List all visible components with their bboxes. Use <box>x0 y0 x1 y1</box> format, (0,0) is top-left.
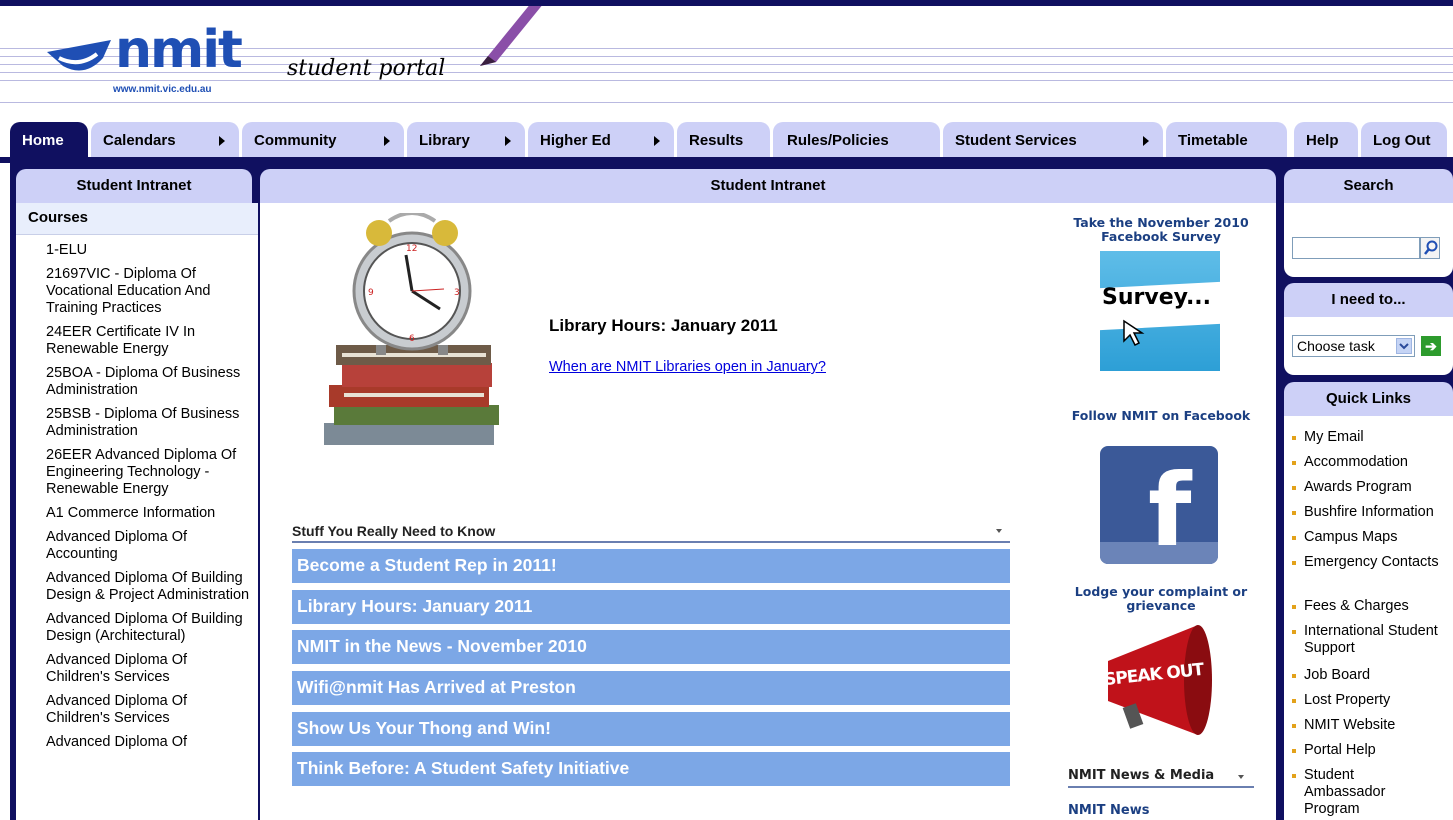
tab-log-out[interactable]: Log Out <box>1361 122 1447 157</box>
task-select[interactable]: Choose task <box>1292 335 1415 357</box>
facebook-icon: f <box>1148 452 1192 569</box>
chevron-right-icon <box>219 136 225 146</box>
svg-text:6: 6 <box>409 334 415 344</box>
news-item[interactable]: Show Us Your Thong and Win! <box>292 712 1010 746</box>
main-nav <box>0 118 1453 163</box>
tab-community[interactable]: Community <box>242 122 404 157</box>
course-link[interactable]: 21697VIC - Diploma Of Vocational Education And Training Practices <box>46 266 211 316</box>
survey-image-text: Survey... <box>1102 285 1212 310</box>
survey-ad-title[interactable]: Take the November 2010 Facebook Survey <box>1073 215 1249 244</box>
ineed-panel-title: I need to... <box>1284 283 1453 317</box>
course-link[interactable]: 25BOA - Diploma Of Business Administration <box>46 365 241 398</box>
feature-title: Library Hours: January 2011 <box>549 316 778 335</box>
tab-calendars[interactable]: Calendars <box>91 122 239 157</box>
logo-url: www.nmit.vic.edu.au <box>113 84 212 95</box>
course-link[interactable]: Advanced Diploma Of Children's Services <box>46 693 188 726</box>
chevron-down-icon <box>1396 338 1412 354</box>
search-panel-title: Search <box>1284 169 1453 203</box>
course-link[interactable]: 25BSB - Diploma Of Business Administration <box>46 406 240 439</box>
left-panel-title: Student Intranet <box>16 169 252 203</box>
quicklink[interactable]: Portal Help <box>1292 742 1376 759</box>
facebook-ad-title[interactable]: Follow NMIT on Facebook <box>1071 408 1251 423</box>
dropdown-arrow-icon[interactable] <box>996 529 1002 533</box>
svg-text:9: 9 <box>368 288 374 298</box>
feature-link[interactable]: When are NMIT Libraries open in January? <box>549 359 826 375</box>
chevron-right-icon <box>505 136 511 146</box>
center-panel-title: Student Intranet <box>260 169 1276 203</box>
nmit-news-link[interactable]: NMIT News <box>1068 803 1150 818</box>
quicklink[interactable]: Campus Maps <box>1292 529 1397 546</box>
news-item[interactable]: Library Hours: January 2011 <box>292 590 1010 624</box>
quicklink[interactable]: Student Ambassador Program <box>1292 767 1402 818</box>
logo-swoosh-icon <box>45 38 115 82</box>
news-item[interactable]: NMIT in the News - November 2010 <box>292 630 1010 664</box>
quicklink[interactable]: Emergency Contacts <box>1292 554 1442 571</box>
course-link[interactable]: 24EER Certificate IV In Renewable Energy <box>46 324 196 357</box>
right-column <box>1280 163 1453 820</box>
course-link[interactable]: Advanced Diploma Of Accounting <box>46 529 188 562</box>
tab-timetable[interactable]: Timetable <box>1166 122 1287 157</box>
header-rule <box>0 102 1453 103</box>
tab-student-services[interactable]: Student Services <box>943 122 1163 157</box>
search-button[interactable] <box>1420 237 1440 259</box>
course-link[interactable]: Advanced Diploma Of Building Design & Project Administration <box>46 570 250 603</box>
dropdown-arrow-icon[interactable] <box>1238 775 1244 779</box>
quicklink[interactable]: Awards Program <box>1292 479 1412 496</box>
nmit-logo[interactable] <box>45 16 260 96</box>
tab-help[interactable]: Help <box>1294 122 1358 157</box>
svg-text:12: 12 <box>406 244 418 254</box>
quicklink[interactable]: NMIT Website <box>1292 717 1395 734</box>
course-link[interactable]: Advanced Diploma Of <box>46 734 188 750</box>
tab-higher-ed[interactable]: Higher Ed <box>528 122 674 157</box>
complaint-ad-title[interactable]: Lodge your complaint or grievance <box>1074 584 1248 613</box>
quicklinks-panel <box>1284 416 1453 820</box>
quicklinks-panel-title: Quick Links <box>1284 382 1453 416</box>
quicklink[interactable]: Bushfire Information <box>1292 504 1434 521</box>
quicklink[interactable]: Job Board <box>1292 667 1370 684</box>
quicklink[interactable]: My Email <box>1292 429 1364 446</box>
courses-heading: Courses <box>16 203 258 235</box>
quicklink[interactable]: Fees & Charges <box>1292 598 1409 615</box>
quicklink[interactable]: Lost Property <box>1292 692 1390 709</box>
site-header <box>0 6 1453 118</box>
course-link[interactable]: Advanced Diploma Of Children's Services <box>46 652 188 685</box>
pencil-icon <box>470 6 550 76</box>
portal-title: student portal <box>287 56 446 81</box>
logo-text: nmit <box>115 20 241 80</box>
tab-results[interactable]: Results <box>677 122 770 157</box>
facebook-ad-image[interactable] <box>1100 446 1218 569</box>
tab-library[interactable]: Library <box>407 122 525 157</box>
course-link[interactable]: Advanced Diploma Of Building Design (Architectural) <box>46 611 243 644</box>
tab-home[interactable]: Home <box>10 122 88 157</box>
chevron-right-icon <box>1143 136 1149 146</box>
courses-panel <box>16 203 258 820</box>
news-item[interactable]: Become a Student Rep in 2011! <box>292 549 1010 583</box>
news-media-heading: NMIT News & Media <box>1068 768 1254 788</box>
stuff-heading: Stuff You Really Need to Know <box>292 523 1010 543</box>
center-panel <box>260 203 1276 820</box>
cursor-arrow-icon <box>1122 319 1152 349</box>
news-item[interactable]: Think Before: A Student Safety Initiative <box>292 752 1010 786</box>
survey-ad-image[interactable] <box>1100 251 1220 371</box>
chevron-right-icon <box>654 136 660 146</box>
quicklink[interactable]: International Student Support <box>1292 623 1442 657</box>
search-input[interactable] <box>1292 237 1420 259</box>
course-link[interactable]: 26EER Advanced Diploma Of Engineering Technology - Renewable Energy <box>46 447 237 497</box>
course-link[interactable]: A1 Commerce Information <box>46 505 216 521</box>
search-icon <box>1422 239 1440 257</box>
tab-rules-policies[interactable]: Rules/Policies <box>773 122 940 157</box>
course-link[interactable]: 1-ELU <box>46 242 88 258</box>
svg-text:3: 3 <box>454 288 460 298</box>
go-arrow-icon[interactable]: ➔ <box>1421 336 1441 356</box>
news-item[interactable]: Wifi@nmit Has Arrived at Preston <box>292 671 1010 705</box>
speak-out-text: SPEAK OUT <box>1103 659 1205 691</box>
center-column <box>258 163 1282 820</box>
speak-out-ad-image[interactable] <box>1100 621 1220 741</box>
alarm-clock-books-image <box>314 213 514 453</box>
chevron-right-icon <box>384 136 390 146</box>
quicklink[interactable]: Accommodation <box>1292 454 1408 471</box>
left-column <box>10 163 258 820</box>
